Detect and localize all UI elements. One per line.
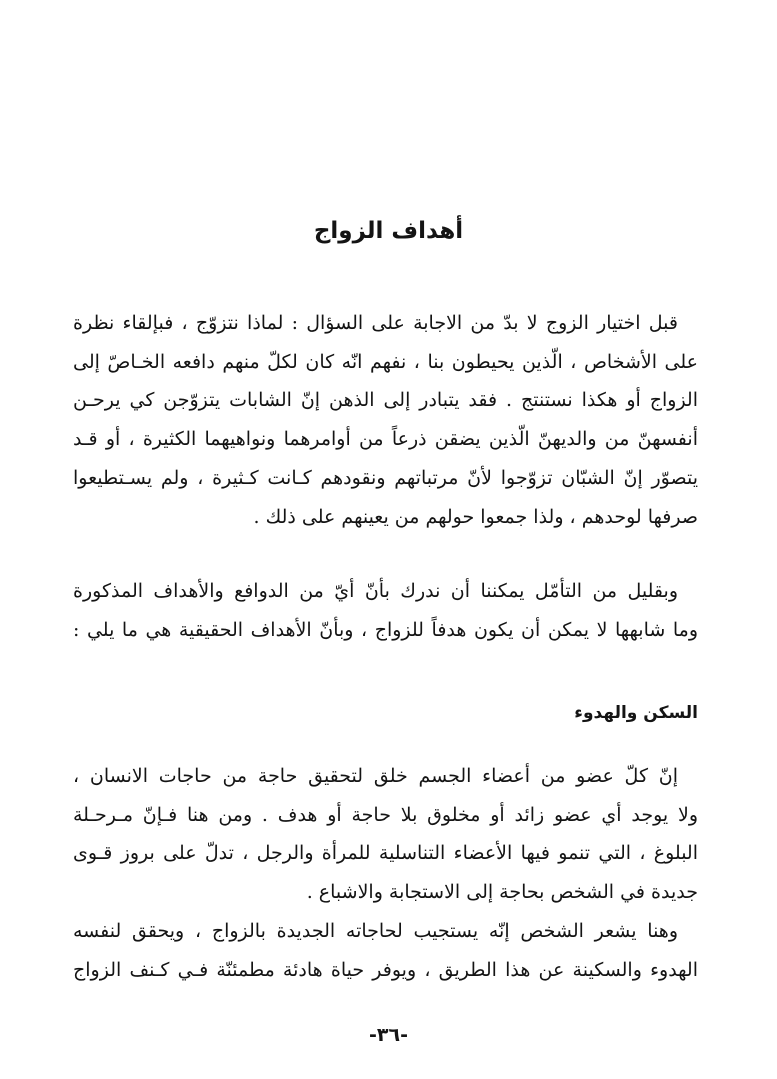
- text-line: إنّ كلّ عضو من أعضاء الجسم خلق لتحقيق حاجة من حاجات الانسان ،: [73, 765, 678, 787]
- text-line: أنفسهنّ من والديهنّ الّذين يضقن ذرعاً من أوامرهما ونواهيهما الكثيرة ، أو قـد: [73, 428, 698, 451]
- third-paragraph: [73, 757, 698, 912]
- fourth-paragraph: [73, 912, 698, 989]
- section-subheading: السكن والهدوء: [574, 703, 698, 723]
- text-line: وما شابهها لا يمكن أن يكون هدفاً للزواج ، وبأنّ الأهداف الحقيقية هي ما يلي :: [73, 618, 698, 641]
- text-line: يتصوّر إنّ الشبّان تزوّجوا لأنّ مرتباتهم ونقودهم كـانت كـثيرة ، ولم يسـتطيعوا: [73, 466, 698, 489]
- text-line: جديدة في الشخص بحاجة إلى الاستجابة والاشباع .: [306, 881, 698, 904]
- text-line: الهدوء والسكينة عن هذا الطريق ، ويوفر حياة هادئة مطمئنّة فـي كـنف الزواج: [73, 958, 698, 981]
- text-line: وهنا يشعر الشخص إنّه يستجيب لحاجاته الجديدة بالزواج ، ويحقق لنفسه: [73, 920, 678, 942]
- text-line: قبل اختيار الزوج لا بدّ من الاجابة على السؤال : لماذا نتزوّج ، فبإلقاء نظرة: [73, 312, 678, 334]
- text-line: صرفها لوحدهم ، ولذا جمعوا حولهم من يعينهم على ذلك .: [253, 505, 698, 528]
- text-line: ولا يوجد أي عضو زائد أو مخلوق بلا حاجة أو هدف . ومن هنا فـإنّ مـرحـلة: [73, 803, 698, 826]
- chapter-title: أهداف الزواج: [313, 218, 464, 244]
- text-line: الزواج أو هكذا نستنتج . فقد يتبادر إلى الذهن إنّ الشابات يتزوّجن كي يرحـن: [73, 389, 698, 412]
- text-line: وبقليل من التأمّل يمكننا أن ندرك بأنّ أيّ من الدوافع والأهداف المذكورة: [73, 580, 678, 602]
- intro-paragraph: [73, 304, 698, 536]
- text-line: على الأشخاص ، الّذين يحيطون بنا ، نفهم انّه كان لكلّ منهم دافعه الخـاصّ إلى: [73, 350, 698, 373]
- second-paragraph: [73, 572, 698, 649]
- page-number: -٣٦-: [369, 1024, 408, 1046]
- text-line: البلوغ ، التي تنمو فيها الأعضاء التناسلية للمرأة والرجل ، تدلّ على بروز قـوى: [73, 842, 698, 865]
